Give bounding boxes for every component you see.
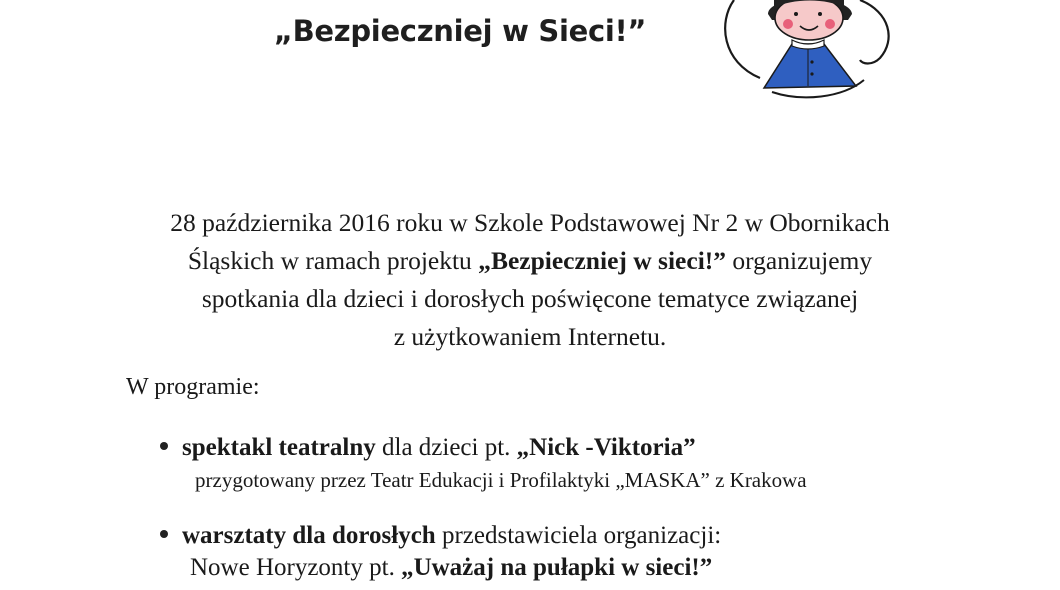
intro-line-3: spotkania dla dzieci i dorosłych poświęcone tematyce związanej xyxy=(201,284,859,313)
bullet-icon xyxy=(160,530,168,538)
cartoon-child-logo-icon xyxy=(712,0,902,100)
item-bold: warsztaty dla dorosłych xyxy=(182,522,436,549)
program-item-theater xyxy=(160,434,807,493)
item-sub-title: „Uważaj na pułapki w sieci!” xyxy=(401,554,713,581)
program-item-workshop xyxy=(160,522,721,582)
intro-line-1: 28 października 2016 roku w Szkole Podstawowej Nr 2 w Obornikach xyxy=(170,208,890,237)
item-text: przedstawiciela organizacji: xyxy=(435,522,722,549)
page-title: „Bezpieczniej w Sieci!” xyxy=(273,14,647,48)
item-subtext: przygotowany przez Teatr Edukacji i Profilaktyki „MASKA” z Krakowa xyxy=(195,468,807,492)
intro-line-2 xyxy=(110,242,950,280)
item-sub-pre: Nowe Horyzonty pt. xyxy=(190,554,402,581)
intro-paragraph xyxy=(110,204,950,356)
item-subtext xyxy=(160,554,721,582)
item-bold: spektakl teatralny xyxy=(182,434,376,461)
item-title: „Nick -Viktoria” xyxy=(516,434,696,461)
intro-line-4: z użytkowaniem Internetu. xyxy=(393,322,667,351)
item-text: dla dzieci pt. xyxy=(375,434,517,461)
project-name: „Bezpieczniej w sieci!” xyxy=(478,246,727,275)
bullet-icon xyxy=(160,442,168,450)
intro-text: organizujemy xyxy=(726,246,873,275)
program-label: W programie: xyxy=(126,374,260,400)
intro-text: Śląskich w ramach projektu xyxy=(187,246,479,275)
